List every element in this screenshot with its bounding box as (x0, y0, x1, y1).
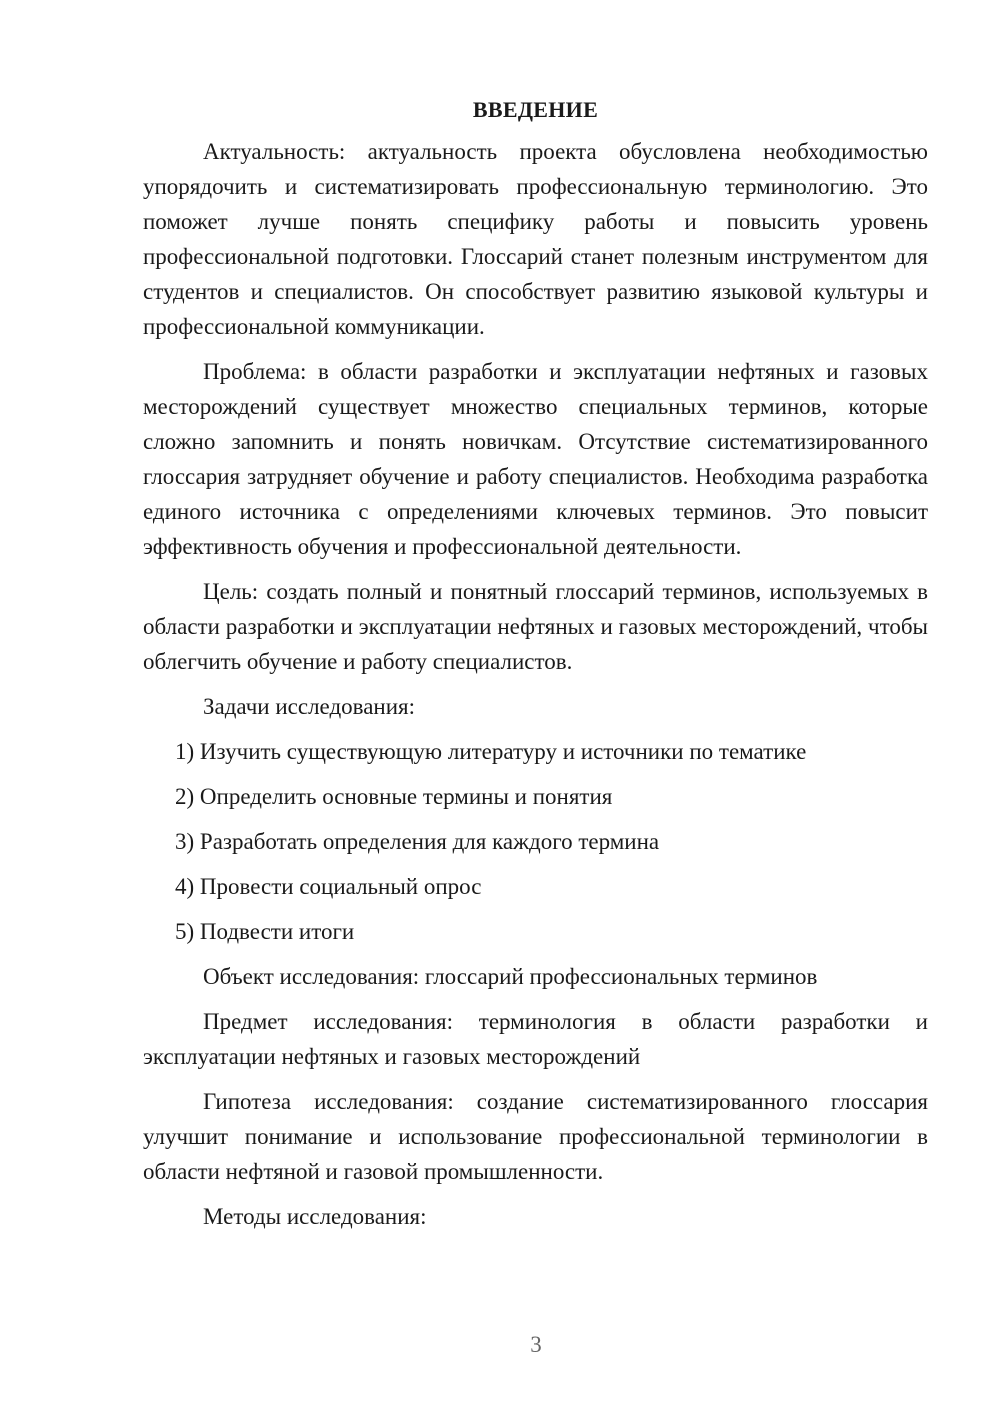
methods-heading: Методы исследования: (203, 1204, 427, 1229)
task-item: 1) Изучить существующую литературу и источники по тематике (175, 739, 807, 764)
page-number: 3 (530, 1332, 542, 1357)
problem-paragraph: Проблема: в области разработки и эксплуатации нефтяных и газовых месторождений существует множество специальных терминов, которые сложно запомнить и понять новичкам. Отсутствие систематизированного глоссария затрудняет обучение и работу специалистов. Необходима разработка единого источника с определениями ключевых терминов. Это повысит эффективность обучения и профессиональной деятельности. (143, 359, 928, 559)
subject-paragraph: Предмет исследования: терминология в области разработки и эксплуатации нефтяных и газовых месторождений (143, 1009, 928, 1069)
relevance-paragraph: Актуальность: актуальность проекта обусловлена необходимостью упорядочить и систематизировать профессиональную терминологию. Это поможет лучше понять специфику работы и повысить уровень профессиональной подготовки. Глоссарий станет полезным инструментом для студентов и специалистов. Он способствует развитию языковой культуры и профессиональной коммуникации. (143, 139, 928, 339)
tasks-heading: Задачи исследования: (203, 694, 416, 719)
task-item: 2) Определить основные термины и понятия (175, 784, 613, 809)
task-item: 3) Разработать определения для каждого термина (175, 829, 660, 854)
object-paragraph: Объект исследования: глоссарий профессиональных терминов (203, 964, 818, 989)
hypothesis-paragraph: Гипотеза исследования: создание систематизированного глоссария улучшит понимание и использование профессиональной терминологии в области нефтяной и газовой промышленности. (143, 1089, 928, 1184)
task-item: 5) Подвести итоги (175, 919, 355, 944)
task-item: 4) Провести социальный опрос (175, 874, 482, 899)
document-page (143, 92, 928, 1244)
page-title: ВВЕДЕНИЕ (472, 97, 599, 122)
tasks-list (143, 734, 928, 949)
goal-paragraph: Цель: создать полный и понятный глоссарий терминов, используемых в области разработки и эксплуатации нефтяных и газовых месторождений, чтобы облегчить обучение и работу специалистов. (143, 579, 928, 674)
